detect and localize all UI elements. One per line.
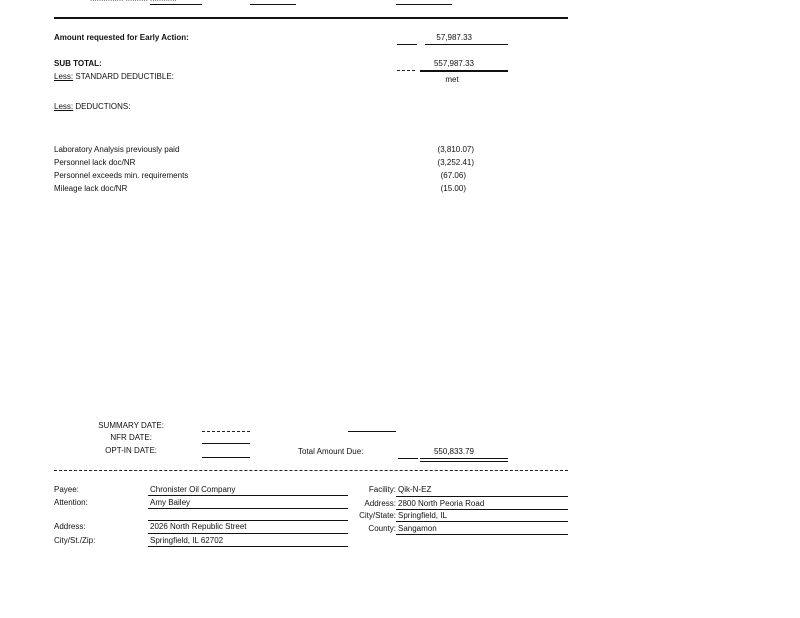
deduction-value: (67.06) <box>440 171 466 180</box>
payee-citystzip-value: Springfield, IL 62702 <box>150 536 224 545</box>
attention-extra-line <box>148 520 348 521</box>
total-due-value: 550,833.79 <box>433 447 474 456</box>
subtotal-value: 557,987.33 <box>433 59 474 68</box>
attention-label: Attention: <box>54 498 88 507</box>
early-action-value-line <box>425 44 508 45</box>
header-blank-2 <box>250 4 296 5</box>
summary-right-blank <box>348 431 396 432</box>
deduction-value: (3,252.41) <box>437 158 474 167</box>
attention-value: Amy Bailey <box>150 498 191 507</box>
deductions-row <box>54 102 130 111</box>
summary-date-blank <box>202 431 250 432</box>
facility-county-line <box>396 534 568 535</box>
subtotal-label: SUB TOTAL: <box>54 59 102 68</box>
facility-address-line <box>396 509 568 510</box>
payee-section-divider <box>54 470 568 471</box>
early-action-prefix-line <box>397 44 417 45</box>
deduction-value: (3,810.07) <box>437 145 474 154</box>
total-due-label: Total Amount Due: <box>298 447 364 456</box>
facility-value: Qik-N-EZ <box>398 485 432 494</box>
nfr-date-label: NFR DATE: <box>110 433 152 442</box>
header-blank-3 <box>396 4 452 5</box>
early-action-value: 57,987.33 <box>436 33 472 42</box>
payee-label: Payee: <box>54 485 79 494</box>
header-blank-1 <box>150 4 202 5</box>
total-due-value-line <box>420 458 508 459</box>
facility-label: Facility: <box>368 485 396 494</box>
early-action-label: Amount requested for Early Action: <box>54 33 189 42</box>
standard-deductible-row <box>54 72 174 81</box>
facility-citystate-line <box>396 521 568 522</box>
attention-line <box>148 508 348 509</box>
standard-deductible-value: met <box>445 75 459 84</box>
standard-deductible-label: STANDARD DEDUCTIBLE: <box>75 72 174 81</box>
deduction-value: (15.00) <box>440 184 466 193</box>
facility-address-value: 2800 North Peoria Road <box>398 499 485 508</box>
summary-date-label: SUMMARY DATE: <box>98 421 164 430</box>
cut-off-header <box>90 0 177 3</box>
total-due-value-line-2 <box>420 461 508 462</box>
subtotal-value-line <box>420 70 508 72</box>
opt-in-date-label: OPT-IN DATE: <box>105 446 157 455</box>
deduction-label: Laboratory Analysis previously paid <box>54 145 180 154</box>
deduction-label: Personnel lack doc/NR <box>54 158 136 167</box>
deductions-label: DEDUCTIONS: <box>75 102 131 111</box>
payee-value: Chronister Oil Company <box>150 485 236 494</box>
payee-line <box>148 495 348 496</box>
payee-address-label: Address: <box>54 522 86 531</box>
payee-address-value: 2026 North Republic Street <box>150 522 247 531</box>
facility-address-label: Address: <box>364 499 396 508</box>
header-divider <box>54 17 568 19</box>
facility-citystate-value: Springfield, IL <box>398 511 447 520</box>
deduction-label: Personnel exceeds min. requirements <box>54 171 189 180</box>
total-due-prefix-line <box>398 458 418 459</box>
payee-address-line <box>148 533 348 534</box>
payee-citystzip-label: City/St./Zip: <box>54 536 96 545</box>
deduction-label: Mileage lack doc/NR <box>54 184 128 193</box>
facility-line <box>396 496 568 497</box>
facility-citystate-label: City/State: <box>359 511 396 520</box>
subtotal-prefix-line <box>397 70 415 71</box>
nfr-date-blank <box>202 443 250 444</box>
less-prefix: Less: <box>54 102 74 111</box>
facility-county-label: County: <box>368 524 396 533</box>
less-prefix: Less: <box>54 72 74 81</box>
opt-in-date-blank <box>202 457 250 458</box>
payee-citystzip-line <box>148 546 348 547</box>
facility-county-value: Sangamon <box>398 524 437 533</box>
